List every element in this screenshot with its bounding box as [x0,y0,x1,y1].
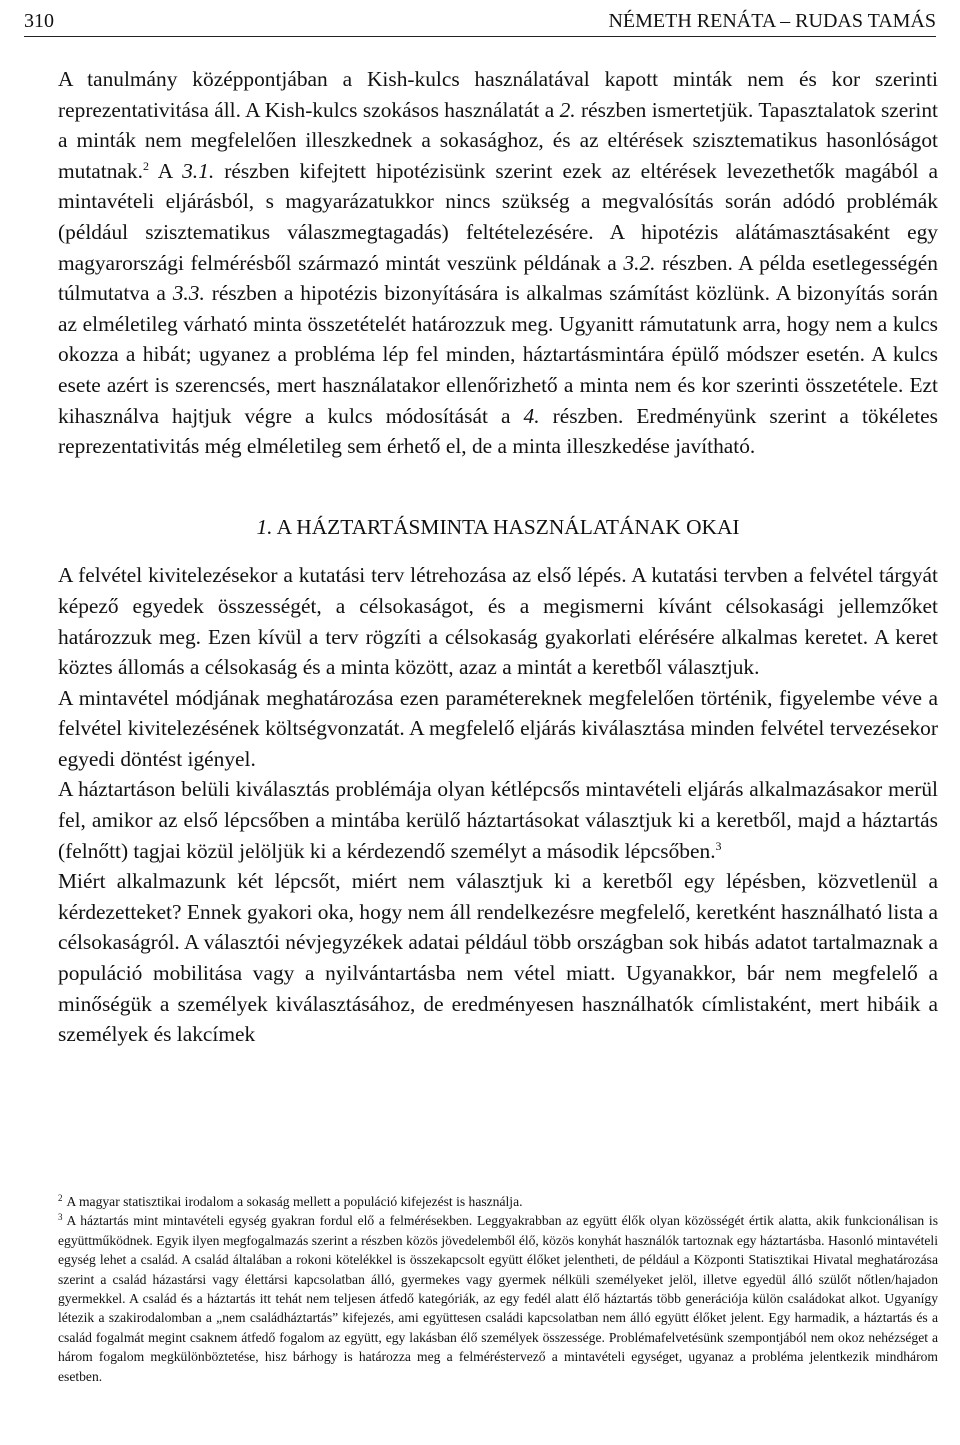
page-number: 310 [24,10,54,32]
footnote-ref: 2 [142,158,149,173]
section-title: A HÁZTARTÁSMINTA HASZNÁLATÁNAK OKAI [272,514,740,539]
intro-text-2: részben ismertetjük. Tapasztalatok szerint a minták nem megfelelően illeszkednek a sokasághoz, és az eltérések szisztematikus hasonlóságot mutatnak. [58,97,938,183]
body-paragraph [58,683,938,775]
footnote-mark: 3 [58,1212,63,1223]
footnotes [58,1192,938,1386]
intro-text-3: A [148,158,183,183]
section-ref: 4. [523,403,540,428]
footnote-ref: 3 [715,838,722,853]
body-paragraph: Miért alkalmazunk két lépcsőt, miért nem választjuk ki a keretből egy lépésben, közvetlenül a kérdezetteket? Ennek gyakori oka, hogy nem áll rendelkezésre megfelelő, keretként használható lista a célsokaságról. A választói névjegyzékek adatai például több országban sok hibás adatot tartalmaznak a populáció mobilitása vagy a nyilvántartásba nem vétel miatt. Ugyanakkor, bár nem megfelelő a minőségük a személyek kiválasztásához, de eredményesen használhatók címlistaként, mert hibáik a személyek és lakcímek [58,869,938,1047]
section-ref: 3.3. [172,281,205,306]
intro-text-6: részben a hipotézis bizonyítására is alkalmas számítást közlünk. A bizonyítás során az elméletileg várható minta összetételét határozzuk meg. Ugyanitt rámutatunk arra, hogy nem a kulcs okozza a hibát; ugyanez a probléma lép fel minden, háztartásmintára épülő módszer esetén. A kulcs esete azért is szerencsés, mert használatakor ellenőrizhető a minta nem és kor szerinti összetétele. Ezt kihasználva hajtjuk végre a kulcs módosítását a [58,281,938,428]
section-ref: 3.2. [623,250,656,275]
footnote [58,1192,938,1211]
paragraph-text: A háztartáson belüli kiválasztás problémája olyan kétlépcsős mintavételi eljárás alkalmazásakor merül fel, amikor az első lépcsőben a mintába kerülő háztartásokat választjuk ki a keretből, majd a háztartás (felnőtt) tagjai közül jelöljük ki a kérdezendő személyt a második lépcsőben. [58,777,938,863]
section-heading [58,512,938,543]
page-header [24,6,936,37]
paragraph-text: A mintavétel módjának meghatározása ezen paramétereknek megfelelően történik, figyelembe véve a felvétel kivitelezésének költségvonzatát. A megfelelő eljárás kiválasztása minden felvétel tervezésekor egyedi döntést igényel. [58,685,938,771]
footnote-text: A magyar statisztikai irodalom a sokaság mellett a populáció kifejezést is használja. [66,1194,523,1209]
section-number: 1. [256,514,273,539]
footnote-mark: 2 [58,1193,63,1203]
footnote-text: A háztartás mint mintavételi egység gyakran fordul elő a felmérésekben. Leggyakrabban az együtt élők olyan közösségét értik alatta, akik funkcionálisan is együttműködnek. Egyik ilyen megfogalmazás szerint a részben közös jövedelemből élő, közös konyhát használók tartoznak egy háztartásba. Hasonló mintavételi egység lehet a család. A család általában a rokoni kötelékkel is összekapcsolt együtt élőket jelentheti, de például a Központi Statisztikai Hivatal meghatározása szerint a család házastársi vagy élettársi kapcsolatban álló, gyermekes vagy gyermek nélküli személyeket jelöl, illetve egyedül álló szülőt nőtlen/hajadon gyermekkel. A család és a háztartás itt tehát nem teljesen átfedő kategóriák, az egy fedél alatt élő háztartás több generációja külön családokat alkot. Ugyanígy létezik a szakirodalomban a „nem családháztartás” kifejezés, ami együttesen családi kapcsolatban nem álló együtt élőket jelent. Egy harmadik, a háztartás és a család fogalmát megint csaknem átfedő fogalom az együtt, egy lakásban élő személyek összessége. Problémafelvetésünk szempontjából nem okoz nehézséget a három fogalom megkülönböztetése, hisz bárhogy is határozza meg a felméréstervező a mintavételi egységet, ugyanaz a probléma jelentkezik mindhárom esetben. [58,1213,938,1384]
intro-text-1: A tanulmány középpontjában a Kish-kulcs használatával kapott minták nem és kor szerinti reprezentativitása áll. A Kish-kulcs szokásos használatát a [58,67,938,122]
intro-paragraph [58,64,938,462]
intro-text-5: részben. A példa esetlegességén túlmutatva a [58,250,938,306]
body-paragraph [58,774,938,866]
intro-text-4: részben kifejtett hipotézisünk szerint ezek az eltérések levezethetők magából a mintavételi eljárásból, s magyarázatukkor nincs szükség a megvalósítás során adódó problémák (például szisztematikus válaszmegtagadás) feltételezésére. A hipotézis alátámasztásaként egy magyarországi felmérésből származó mintát veszünk példának a [58,158,938,275]
running-head: NÉMETH RENÁTA – RUDAS TAMÁS [608,10,936,32]
intro-text-7: részben. Eredményünk szerint a tökéletes reprezentativitás még elméletileg sem érhető el, de a minta illeszkedése javítható. [58,403,938,459]
section-ref: 2. [559,97,576,122]
body-paragraph: A felvétel kivitelezésekor a kutatási terv létrehozása az első lépés. A kutatási tervben a felvétel tárgyát képező egyedek összességét, a célsokaságot, és a megismerni kívánt célsokasági jellemzőket határozzuk meg. Ezen kívül a terv rögzíti a célsokaság gyakorlati elérésére alkalmas keretet. A keret köztes állomás a célsokaság és a minta között, azaz a mintát a keretből választjuk. [58,563,938,680]
section-ref: 3.1. [182,158,215,183]
body-text [58,64,938,1050]
footnote [58,1211,938,1386]
